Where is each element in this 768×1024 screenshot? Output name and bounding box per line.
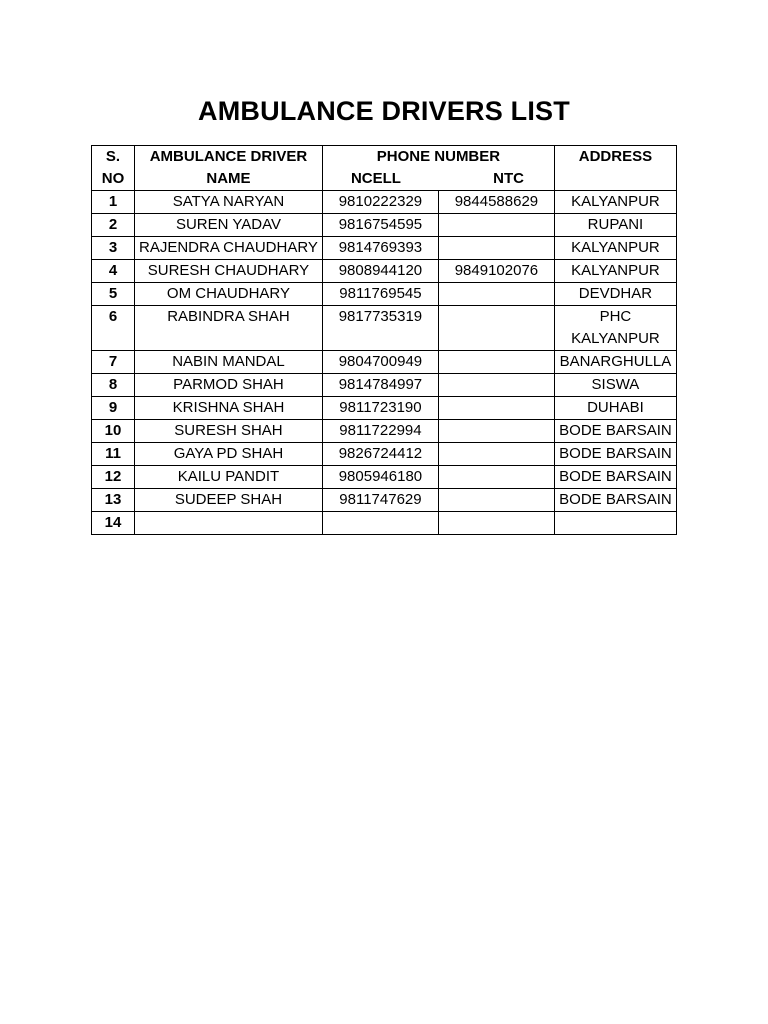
cell-name: RABINDRA SHAH bbox=[135, 306, 323, 351]
header-name-line2: NAME bbox=[206, 170, 251, 187]
cell-name: OM CHAUDHARY bbox=[135, 283, 323, 306]
cell-ncell: 9811723190 bbox=[322, 397, 438, 420]
table-row bbox=[92, 260, 677, 283]
cell-ntc bbox=[438, 306, 554, 351]
cell-sno: 6 bbox=[92, 306, 135, 351]
cell-name: KRISHNA SHAH bbox=[135, 397, 323, 420]
cell-ntc bbox=[438, 420, 554, 443]
cell-ncell: 9826724412 bbox=[322, 443, 438, 466]
table-row bbox=[92, 443, 677, 466]
cell-ncell bbox=[322, 512, 438, 535]
document-title: AMBULANCE DRIVERS LIST bbox=[198, 96, 570, 126]
cell-ntc bbox=[438, 489, 554, 512]
cell-ncell: 9816754595 bbox=[322, 214, 438, 237]
table-row bbox=[92, 420, 677, 443]
cell-name: GAYA PD SHAH bbox=[135, 443, 323, 466]
table-header-row bbox=[92, 146, 677, 191]
cell-sno: 9 bbox=[92, 397, 135, 420]
cell-address: KALYANPUR bbox=[554, 237, 676, 260]
cell-address: BODE BARSAIN bbox=[554, 489, 676, 512]
header-sno bbox=[92, 146, 135, 191]
table-row bbox=[92, 397, 677, 420]
table-row bbox=[92, 466, 677, 489]
cell-ntc: 9849102076 bbox=[438, 260, 554, 283]
cell-ncell: 9808944120 bbox=[322, 260, 438, 283]
cell-sno: 3 bbox=[92, 237, 135, 260]
cell-ntc bbox=[438, 466, 554, 489]
cell-address: SISWA bbox=[554, 374, 676, 397]
cell-address bbox=[554, 306, 676, 351]
header-sno-line1: S. bbox=[105, 148, 121, 165]
cell-address: BANARGHULLA bbox=[554, 351, 676, 374]
table-row bbox=[92, 214, 677, 237]
cell-name: KAILU PANDIT bbox=[135, 466, 323, 489]
cell-ntc bbox=[438, 214, 554, 237]
cell-sno: 4 bbox=[92, 260, 135, 283]
cell-ntc bbox=[438, 283, 554, 306]
cell-sno: 10 bbox=[92, 420, 135, 443]
cell-name: SUDEEP SHAH bbox=[135, 489, 323, 512]
cell-name: PARMOD SHAH bbox=[135, 374, 323, 397]
cell-address: DUHABI bbox=[554, 397, 676, 420]
table-row bbox=[92, 306, 677, 351]
cell-ntc bbox=[438, 351, 554, 374]
table-row bbox=[92, 512, 677, 535]
table-row bbox=[92, 489, 677, 512]
table-row bbox=[92, 237, 677, 260]
cell-address-line1: PHC bbox=[599, 308, 632, 325]
table-row bbox=[92, 351, 677, 374]
cell-address: KALYANPUR bbox=[554, 191, 676, 214]
cell-address-line2: KALYANPUR bbox=[571, 330, 660, 347]
cell-ncell: 9814784997 bbox=[322, 374, 438, 397]
cell-address: BODE BARSAIN bbox=[554, 466, 676, 489]
cell-sno: 11 bbox=[92, 443, 135, 466]
header-ntc: NTC bbox=[493, 170, 524, 187]
cell-sno: 2 bbox=[92, 214, 135, 237]
header-address: ADDRESS bbox=[554, 146, 676, 191]
header-sno-line2: NO bbox=[101, 170, 125, 187]
cell-address bbox=[554, 512, 676, 535]
cell-ncell: 9817735319 bbox=[322, 306, 438, 351]
table-row bbox=[92, 374, 677, 397]
header-driver-name bbox=[135, 146, 323, 191]
cell-ncell: 9810222329 bbox=[322, 191, 438, 214]
cell-name bbox=[135, 512, 323, 535]
cell-address: KALYANPUR bbox=[554, 260, 676, 283]
cell-ntc: 9844588629 bbox=[438, 191, 554, 214]
cell-ntc bbox=[438, 237, 554, 260]
cell-address: BODE BARSAIN bbox=[554, 443, 676, 466]
cell-address: DEVDHAR bbox=[554, 283, 676, 306]
cell-name: SURESH CHAUDHARY bbox=[135, 260, 323, 283]
cell-name: SURESH SHAH bbox=[135, 420, 323, 443]
cell-sno: 5 bbox=[92, 283, 135, 306]
cell-sno: 13 bbox=[92, 489, 135, 512]
cell-sno: 1 bbox=[92, 191, 135, 214]
cell-ncell: 9814769393 bbox=[322, 237, 438, 260]
cell-name: RAJENDRA CHAUDHARY bbox=[135, 237, 323, 260]
header-phone-number bbox=[322, 146, 554, 191]
header-ncell: NCELL bbox=[350, 170, 401, 187]
table-row bbox=[92, 191, 677, 214]
cell-address: RUPANI bbox=[554, 214, 676, 237]
cell-ncell: 9804700949 bbox=[322, 351, 438, 374]
cell-ncell: 9811769545 bbox=[322, 283, 438, 306]
table-row bbox=[92, 283, 677, 306]
cell-ncell: 9811747629 bbox=[322, 489, 438, 512]
drivers-table bbox=[91, 145, 677, 535]
cell-address: BODE BARSAIN bbox=[554, 420, 676, 443]
header-name-line1: AMBULANCE DRIVER bbox=[149, 148, 308, 165]
cell-sno: 7 bbox=[92, 351, 135, 374]
cell-ntc bbox=[438, 443, 554, 466]
cell-ncell: 9811722994 bbox=[322, 420, 438, 443]
cell-ntc bbox=[438, 397, 554, 420]
cell-name: SUREN YADAV bbox=[135, 214, 323, 237]
cell-ntc bbox=[438, 374, 554, 397]
cell-ncell: 9805946180 bbox=[322, 466, 438, 489]
cell-sno: 14 bbox=[92, 512, 135, 535]
cell-ntc bbox=[438, 512, 554, 535]
cell-name: SATYA NARYAN bbox=[135, 191, 323, 214]
cell-name: NABIN MANDAL bbox=[135, 351, 323, 374]
cell-sno: 12 bbox=[92, 466, 135, 489]
cell-sno: 8 bbox=[92, 374, 135, 397]
header-phone-label: PHONE NUMBER bbox=[376, 148, 501, 165]
